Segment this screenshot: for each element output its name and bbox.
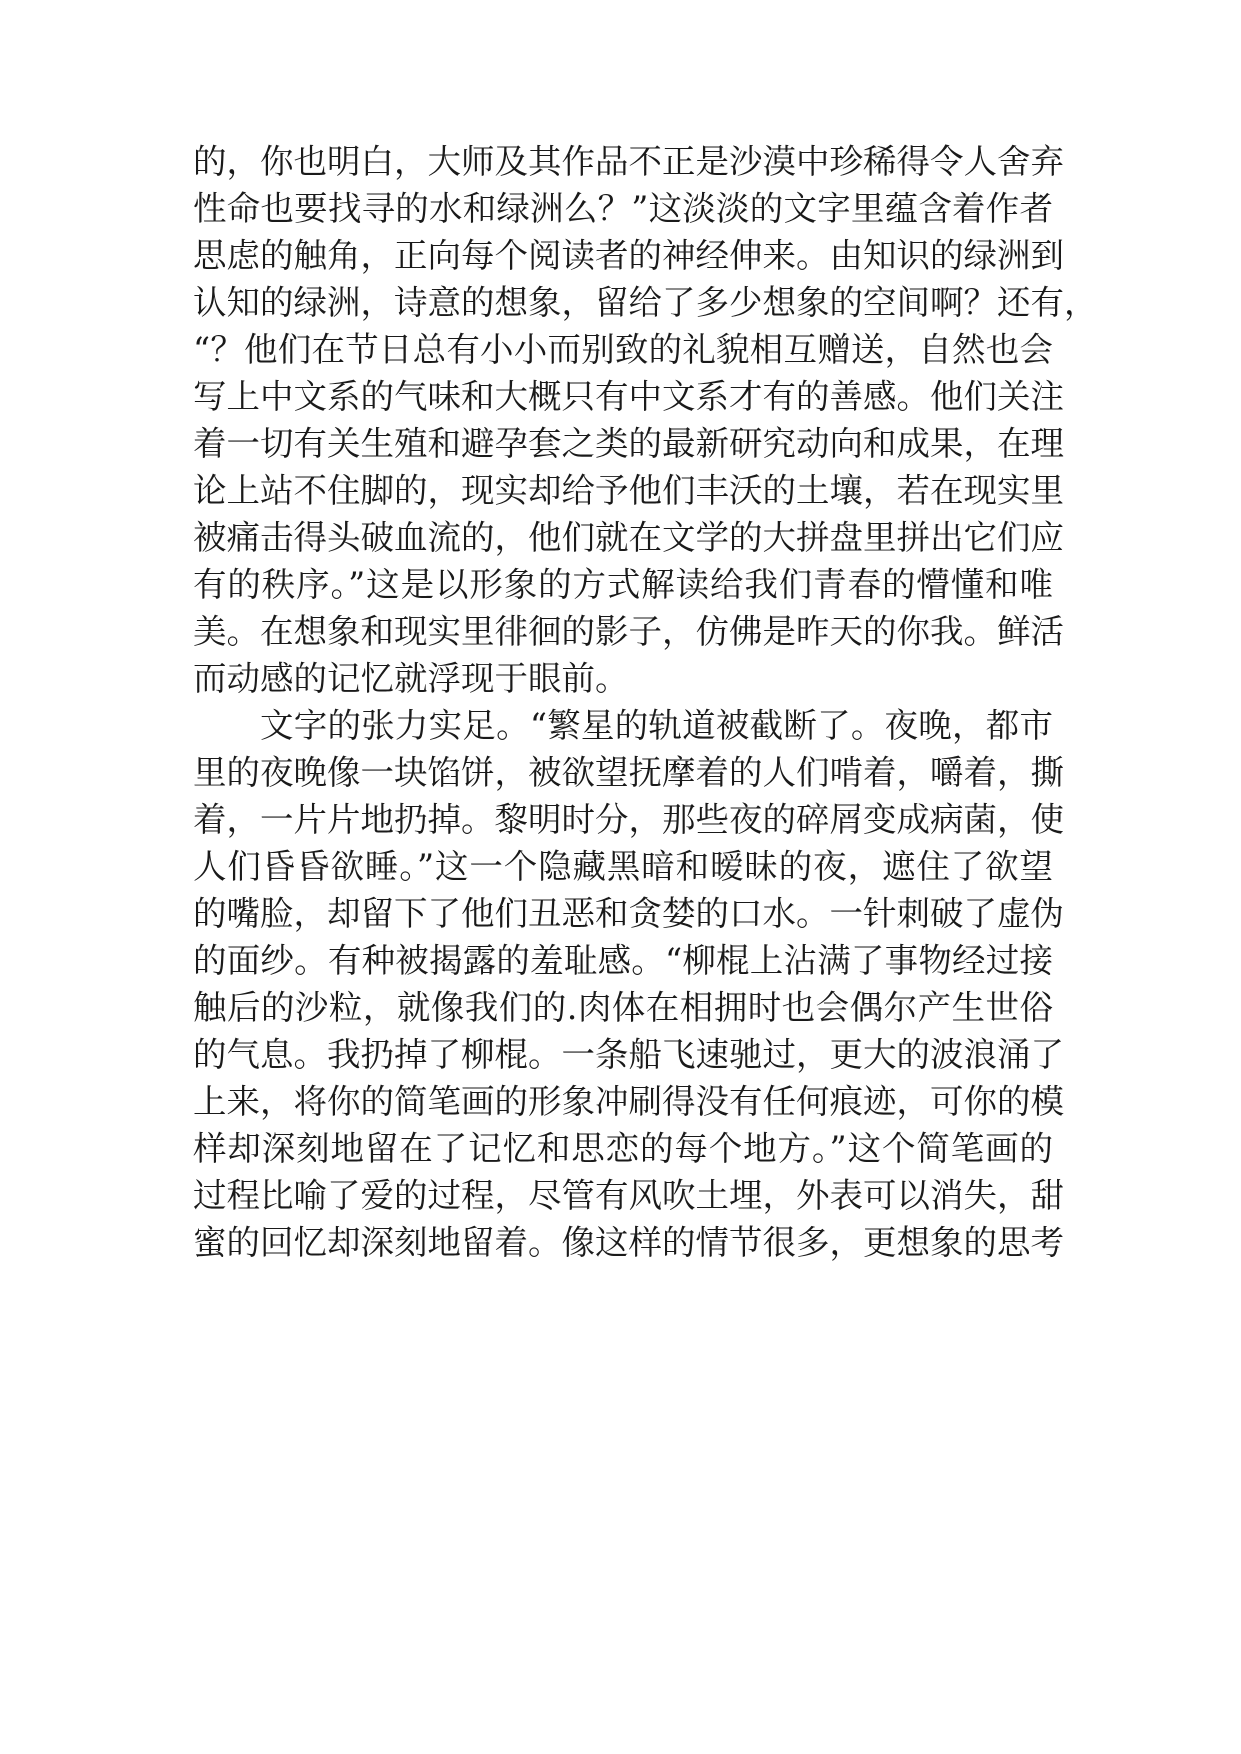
text-line: 论上站不住脚的，现实却给予他们丰沃的土壤，若在现实里 bbox=[193, 471, 1064, 510]
text-line: 着一切有关生殖和避孕套之类的最新研究动向和成果，在理 bbox=[193, 424, 1064, 463]
text-line: 思虑的触角，正向每个阅读者的神经伸来。由知识的绿洲到 bbox=[193, 236, 1064, 275]
text-line: 蜜的回忆却深刻地留着。像这样的情节很多，更想象的思考 bbox=[193, 1223, 1064, 1262]
text-line: 人们昏昏欲睡。”这一个隐藏黑暗和暧昧的夜，遮住了欲望 bbox=[193, 847, 1053, 886]
text-line: 写上中文系的气味和大概只有中文系才有的善感。他们关注 bbox=[193, 377, 1064, 416]
text-line: 的面纱。有种被揭露的羞耻感。“柳棍上沾满了事物经过接 bbox=[193, 941, 1053, 980]
text-line: 的，你也明白，大师及其作品不正是沙漠中珍稀得令人舍弃 bbox=[193, 142, 1064, 181]
text-line: 美。在想象和现实里徘徊的影子，仿佛是昨天的你我。鲜活 bbox=[193, 612, 1064, 651]
text-line: 里的夜晚像一块馅饼，被欲望抚摩着的人们啃着，嚼着，撕 bbox=[193, 753, 1064, 792]
text-line: 着，一片片地扔掉。黎明时分，那些夜的碎屑变成病菌，使 bbox=[193, 800, 1064, 839]
paragraph-2 bbox=[193, 702, 1064, 1266]
paragraph-1 bbox=[193, 138, 1098, 702]
text-line: 样却深刻地留在了记忆和思恋的每个地方。”这个简笔画的 bbox=[193, 1129, 1053, 1168]
text-line: 的气息。我扔掉了柳棍。一条船飞速驰过，更大的波浪涌了 bbox=[193, 1035, 1064, 1074]
text-line: 上来，将你的简笔画的形象冲刷得没有任何痕迹，可你的模 bbox=[193, 1082, 1064, 1121]
body-text bbox=[193, 138, 1098, 1266]
text-line: 文字的张力实足。“繁星的轨道被截断了。夜晚，都市 bbox=[260, 706, 1053, 745]
text-line: 性命也要找寻的水和绿洲么？”这淡淡的文字里蕴含着作者 bbox=[193, 189, 1053, 228]
text-line: 触后的沙粒，就像我们的.肉体在相拥时也会偶尔产生世俗 bbox=[193, 988, 1053, 1027]
text-line: 有的秩序。”这是以形象的方式解读给我们青春的懵懂和唯 bbox=[193, 565, 1053, 604]
text-line: 认知的绿洲，诗意的想象，留给了多少想象的空间啊？还有， bbox=[193, 283, 1098, 322]
text-line: 的嘴脸，却留下了他们丑恶和贪婪的口水。一针刺破了虚伪 bbox=[193, 894, 1064, 933]
text-line: 被痛击得头破血流的，他们就在文学的大拼盘里拼出它们应 bbox=[193, 518, 1064, 557]
text-line: 而动感的记忆就浮现于眼前。 bbox=[193, 659, 629, 698]
text-line: “？他们在节日总有小小而别致的礼貌相互赠送，自然也会 bbox=[193, 330, 1053, 369]
text-line: 过程比喻了爱的过程，尽管有风吹土埋，外表可以消失，甜 bbox=[193, 1176, 1064, 1215]
